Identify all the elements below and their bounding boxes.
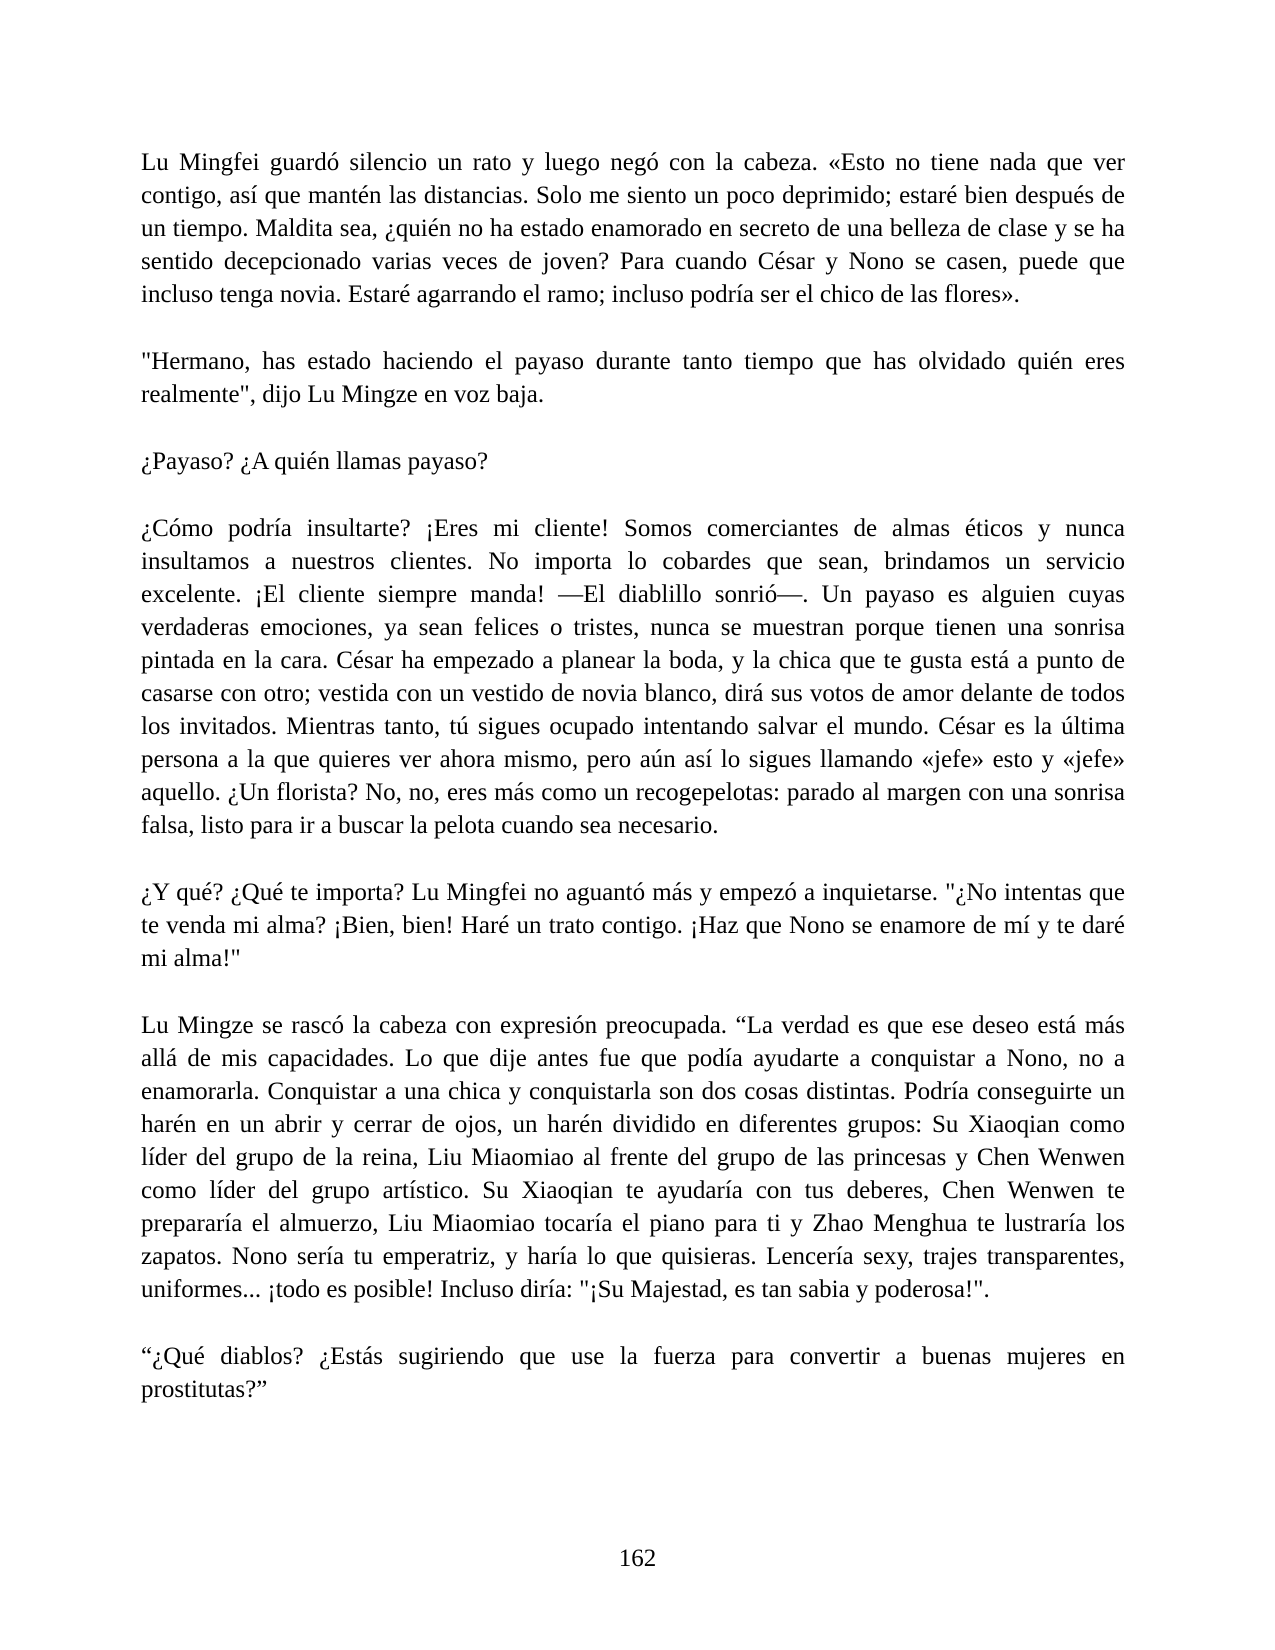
paragraph [141, 512, 1125, 842]
text-line: líder del grupo de la reina, Liu Miaomiao al frente del grupo de las princesas y Chen Wenwen [141, 1144, 1125, 1171]
text-line: “¿Qué diablos? ¿Estás sugiriendo que use la fuerza para convertir a buenas mujeres en [141, 1343, 1125, 1370]
paragraph [141, 345, 1125, 411]
text-line: persona a la que quieres ver ahora mismo, pero aún así lo sigues llamando «jefe» esto y «jefe» [141, 746, 1125, 773]
text-line: mi alma!" [141, 945, 241, 972]
text-line: como líder del grupo artístico. Su Xiaoqian te ayudaría con tus deberes, Chen Wenwen te [141, 1177, 1125, 1204]
text-line: los invitados. Mientras tanto, tú sigues ocupado intentando salvar el mundo. César es la última [141, 713, 1125, 740]
text-line: incluso tenga novia. Estaré agarrando el ramo; incluso podría ser el chico de las flores». [141, 281, 1020, 308]
text-line: Lu Mingze se rascó la cabeza con expresión preocupada. “La verdad es que ese deseo está más [141, 1012, 1125, 1039]
text-line: uniformes... ¡todo es posible! Incluso diría: "¡Su Majestad, es tan sabia y poderosa!". [141, 1276, 990, 1303]
page-number: 162 [618, 1545, 657, 1572]
text-line: prostitutas?” [141, 1376, 268, 1403]
text-line: sentido decepcionado varias veces de joven? Para cuando César y Nono se casen, puede que [141, 248, 1125, 275]
paragraph [141, 146, 1125, 311]
text-line: pintada en la cara. César ha empezado a planear la boda, y la chica que te gusta está a punto de [141, 647, 1125, 674]
text-line: enamorarla. Conquistar a una chica y conquistarla son dos cosas distintas. Podría conseguirte un [141, 1078, 1125, 1105]
text-line: falsa, listo para ir a buscar la pelota cuando sea necesario. [141, 812, 719, 839]
text-line: aquello. ¿Un florista? No, no, eres más como un recogepelotas: parado al margen con una sonrisa [141, 779, 1125, 806]
paragraph [141, 445, 1125, 478]
document-body [141, 146, 1125, 1440]
text-line: contigo, así que mantén las distancias. Solo me siento un poco deprimido; estaré bien después de [141, 182, 1125, 209]
text-line: ¿Y qué? ¿Qué te importa? Lu Mingfei no aguantó más y empezó a inquietarse. "¿No intentas que [141, 879, 1125, 906]
text-line: un tiempo. Maldita sea, ¿quién no ha estado enamorado en secreto de una belleza de clase y se ha [141, 215, 1125, 242]
text-line: verdaderas emociones, ya sean felices o tristes, nunca se muestran porque tienen una sonrisa [141, 614, 1125, 641]
paragraph [141, 1009, 1125, 1306]
paragraph [141, 876, 1125, 975]
text-line: ¿Cómo podría insultarte? ¡Eres mi cliente! Somos comerciantes de almas éticos y nunca [141, 515, 1125, 542]
text-line: te venda mi alma? ¡Bien, bien! Haré un trato contigo. ¡Haz que Nono se enamore de mí y te daré [141, 912, 1125, 939]
text-line: "Hermano, has estado haciendo el payaso durante tanto tiempo que has olvidado quién eres [141, 348, 1125, 375]
text-line: casarse con otro; vestida con un vestido de novia blanco, dirá sus votos de amor delante de todos [141, 680, 1125, 707]
text-line: Lu Mingfei guardó silencio un rato y luego negó con la cabeza. «Esto no tiene nada que ver [141, 149, 1125, 176]
text-line: prepararía el almuerzo, Liu Miaomiao tocaría el piano para ti y Zhao Menghua te lustraría los [141, 1210, 1125, 1237]
text-line: realmente", dijo Lu Mingze en voz baja. [141, 381, 545, 408]
text-line: ¿Payaso? ¿A quién llamas payaso? [141, 448, 489, 475]
text-line: insultamos a nuestros clientes. No importa lo cobardes que sean, brindamos un servicio [141, 548, 1125, 575]
text-line: harén en un abrir y cerrar de ojos, un harén dividido en diferentes grupos: Su Xiaoqian como [141, 1111, 1125, 1138]
paragraph [141, 1340, 1125, 1406]
text-line: excelente. ¡El cliente siempre manda! —El diablillo sonrió—. Un payaso es alguien cuyas [141, 581, 1125, 608]
text-line: zapatos. Nono sería tu emperatriz, y haría lo que quisieras. Lencería sexy, trajes transparentes, [141, 1243, 1125, 1270]
text-line: allá de mis capacidades. Lo que dije antes fue que podía ayudarte a conquistar a Nono, no a [141, 1045, 1125, 1072]
